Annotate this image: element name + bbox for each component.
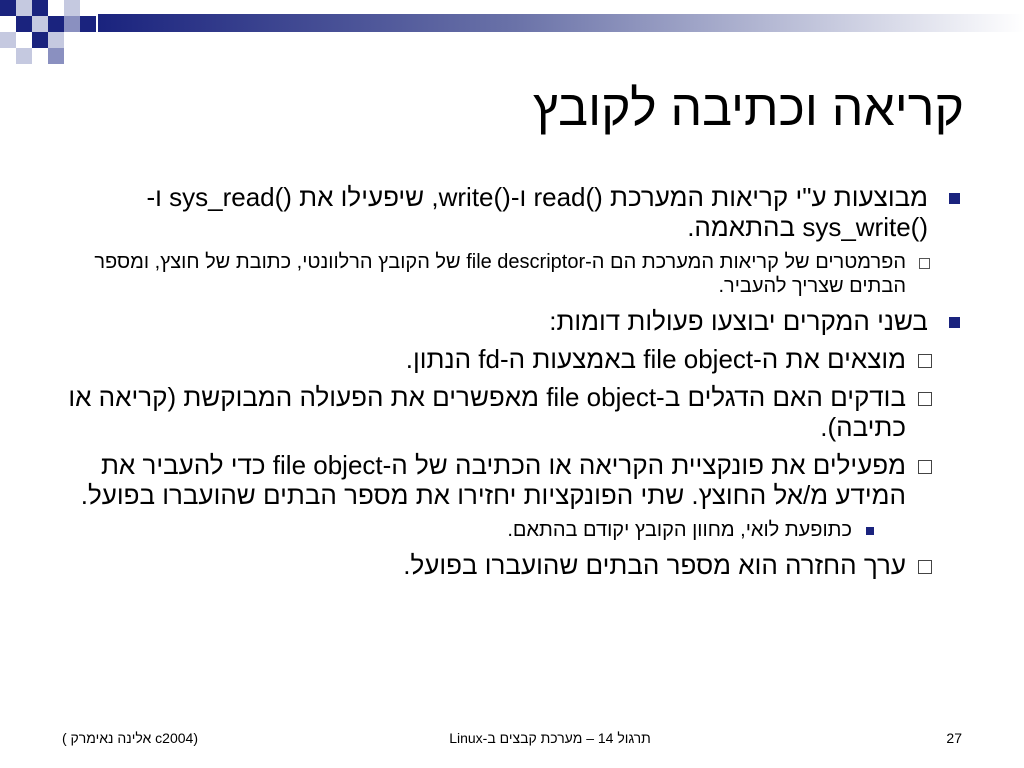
deco-square xyxy=(0,32,16,48)
sub-bullet-item xyxy=(64,382,964,442)
small-square-bullet-icon xyxy=(866,527,874,535)
sub-bullet-item xyxy=(64,250,964,298)
deco-square xyxy=(0,0,16,16)
deco-square xyxy=(48,48,64,64)
page-number: 27 xyxy=(946,730,962,746)
hollow-square-bullet-icon xyxy=(918,354,932,368)
footer-copyright: (c2004 אלינה נאימרק ) xyxy=(62,730,198,746)
deco-square xyxy=(32,16,48,32)
bullet-text: ערך החזרה הוא מספר הבתים שהועברו בפועל. xyxy=(403,550,906,580)
sub-sub-bullet-item xyxy=(64,518,964,542)
bullet-item xyxy=(64,306,964,336)
bullet-text: הפרמטרים של קריאות המערכת הם ה-file descriptor של הקובץ הרלוונטי, כתובת של חוצץ, ומספר הבתים שצריך להעביר. xyxy=(94,251,906,297)
deco-square xyxy=(64,16,80,32)
sub-bullet-item xyxy=(64,344,964,374)
square-bullet-icon xyxy=(949,193,960,204)
sub-bullet-item xyxy=(64,450,964,510)
bullet-item xyxy=(64,182,964,242)
deco-square xyxy=(48,32,64,48)
deco-square xyxy=(32,0,48,16)
bullet-text: מפעילים את פונקציית הקריאה או הכתיבה של ה-file object כדי להעביר את המידע מ/אל החוצץ. שתי הפונקציות יחזירו את מספר הבתים שהועברו בפועל. xyxy=(80,450,906,510)
hollow-square-bullet-icon xyxy=(918,560,932,574)
slide-title: קריאה וכתיבה לקובץ xyxy=(532,80,964,136)
header-decoration xyxy=(0,0,1024,80)
hollow-square-bullet-icon xyxy=(919,258,930,269)
bullet-text: בודקים האם הדגלים ב-file object מאפשרים את הפעולה המבוקשת (קריאה או כתיבה). xyxy=(68,382,906,442)
hollow-square-bullet-icon xyxy=(918,460,932,474)
bullet-text: בשני המקרים יבוצעו פעולות דומות: xyxy=(549,306,928,336)
deco-square xyxy=(64,0,80,16)
slide-content xyxy=(64,182,964,588)
deco-square xyxy=(16,0,32,16)
deco-square xyxy=(16,16,32,32)
footer-course-title: תרגול 14 – מערכת קבצים ב-Linux xyxy=(449,730,651,746)
deco-square xyxy=(16,48,32,64)
square-bullet-icon xyxy=(949,317,960,328)
deco-square xyxy=(32,32,48,48)
bullet-text: מבוצעות ע"י קריאות המערכת ()read ו-()write, שיפעילו את ()sys_read ו-()sys_write בהתאמה. xyxy=(146,182,928,242)
bullet-text: מוצאים את ה-file object באמצעות ה-fd הנתון. xyxy=(405,344,906,374)
deco-square xyxy=(80,16,96,32)
bullet-text: כתופעת לואי, מחוון הקובץ יקודם בהתאם. xyxy=(507,519,852,541)
hollow-square-bullet-icon xyxy=(918,392,932,406)
header-gradient-bar xyxy=(98,14,1024,32)
sub-bullet-item xyxy=(64,550,964,580)
deco-square xyxy=(48,16,64,32)
